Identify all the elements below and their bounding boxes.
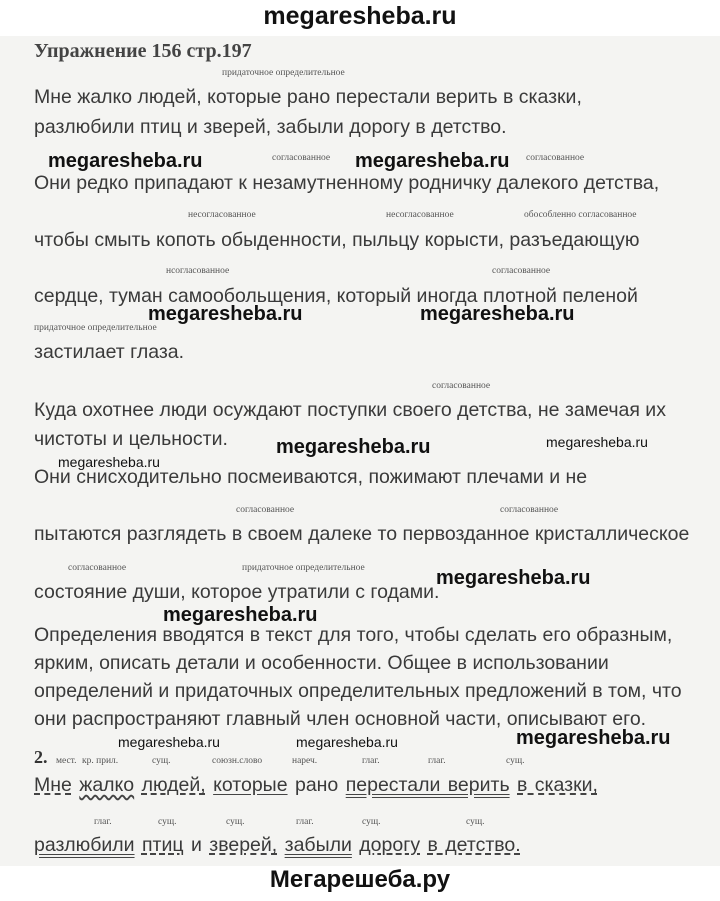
watermark: megaresheba.ru [48, 150, 203, 172]
sentence-word: зверей, [209, 834, 278, 856]
text-line: пытаются разглядеть в своем далеке то первозданное кристаллическое [34, 523, 690, 545]
pos-label: сущ. [362, 817, 381, 827]
sentence-word: разлюбили [34, 834, 135, 856]
watermark: megaresheba.ru [118, 734, 220, 750]
sentence-word: которые [213, 774, 288, 796]
parsed-sentence-1 [34, 774, 598, 797]
pos-label: глаг. [428, 756, 446, 766]
watermark: megaresheba.ru [148, 303, 303, 325]
annotation-label: придаточное определительное [242, 563, 365, 573]
sentence-word: в сказки, [517, 774, 598, 796]
annotation-label: согласованное [272, 153, 331, 163]
annotation-label: согласованное [492, 266, 551, 276]
sentence-word: и [190, 834, 202, 856]
parsed-sentence-2 [34, 834, 521, 857]
pos-label: нареч. [292, 756, 318, 766]
site-footer[interactable]: Мегарешеба.ру [269, 866, 451, 893]
sentence-word: людей, [141, 774, 206, 796]
pos-label: сущ. [506, 756, 525, 766]
part-number: 2. [34, 747, 48, 767]
annotation-label: согласованное [432, 381, 491, 391]
sentence-word: перестали верить [345, 774, 510, 796]
annotation-label: обособленно согласованное [524, 210, 637, 220]
sentence-word: птиц [141, 834, 184, 856]
annotation-label: согласованное [500, 505, 559, 515]
pos-label: сущ. [158, 817, 177, 827]
sentence-word: забыли [284, 834, 352, 856]
text-line: ярким, описать детали и особенности. Общее в использовании [34, 652, 609, 674]
annotation-label: согласованное [68, 563, 127, 573]
annotation-label: нсогласованное [166, 266, 230, 276]
watermark: megaresheba.ru [355, 150, 510, 172]
pos-label: сущ. [226, 817, 245, 827]
text-line: определений и придаточных определительных предложений в том, что [34, 680, 682, 702]
watermark: megaresheba.ru [420, 303, 575, 325]
sentence-word: Мне [34, 774, 72, 796]
pos-label: кр. прил. [82, 756, 119, 766]
sentence-word: в детство. [427, 834, 521, 856]
annotation-label: согласованное [526, 153, 585, 163]
text-line: Мне жалко людей, которые рано перестали верить в сказки, [34, 86, 582, 108]
text-line: они распространяют главный член основной части, описывают его. [34, 708, 647, 730]
watermark: megaresheba.ru [436, 567, 591, 589]
sentence-word: жалко [79, 774, 135, 796]
text-line: Куда охотнее люди осуждают поступки своего детства, не замечая их [34, 399, 666, 421]
watermark: megaresheba.ru [546, 434, 648, 450]
text-line: чистоты и цельности. [34, 428, 228, 450]
watermark: megaresheba.ru [296, 734, 398, 750]
pos-label: глаг. [94, 817, 112, 827]
pos-label: сущ. [466, 817, 485, 827]
text-line: застилает глаза. [34, 341, 185, 363]
watermark: megaresheba.ru [276, 436, 431, 458]
sentence-word: дорогу [359, 834, 421, 856]
annotation-label: придаточное определительное [222, 68, 345, 78]
annotation-label: согласованное [236, 505, 295, 515]
text-line: чтобы смыть копоть обыденности, пыльцу корысти, разъедающую [34, 229, 640, 251]
annotation-label: несогласованное [188, 210, 256, 220]
pos-label: глаг. [296, 817, 314, 827]
watermark: megaresheba.ru [516, 727, 671, 749]
text-line: сердце, туман самообольщения, который иногда плотной пеленой [34, 285, 638, 307]
pos-label: глаг. [362, 756, 380, 766]
exercise-heading: Упражнение 156 стр.197 [34, 40, 252, 62]
text-line: Они редко припадают к незамутненному родничку далекого детства, [34, 172, 660, 194]
pos-label: сущ. [152, 756, 171, 766]
sentence-word: рано [294, 774, 339, 796]
pos-label: союзн.слово [212, 756, 263, 766]
text-line: состояние души, которое утратили с годами. [34, 581, 440, 603]
watermark: megaresheba.ru [163, 604, 318, 626]
text-line: Определения вводятся в текст для того, чтобы сделать его образным, [34, 624, 673, 646]
annotation-label: несогласованное [386, 210, 454, 220]
annotation-label: придаточное определительное [34, 323, 157, 333]
text-line: разлюбили птиц и зверей, забыли дорогу в детство. [34, 116, 507, 138]
text-line: Они снисходительно посмеиваются, пожимают плечами и не [34, 466, 588, 488]
site-header[interactable]: megaresheba.ru [263, 2, 457, 30]
watermark: megaresheba.ru [58, 454, 160, 470]
pos-label: мест. [56, 756, 77, 766]
